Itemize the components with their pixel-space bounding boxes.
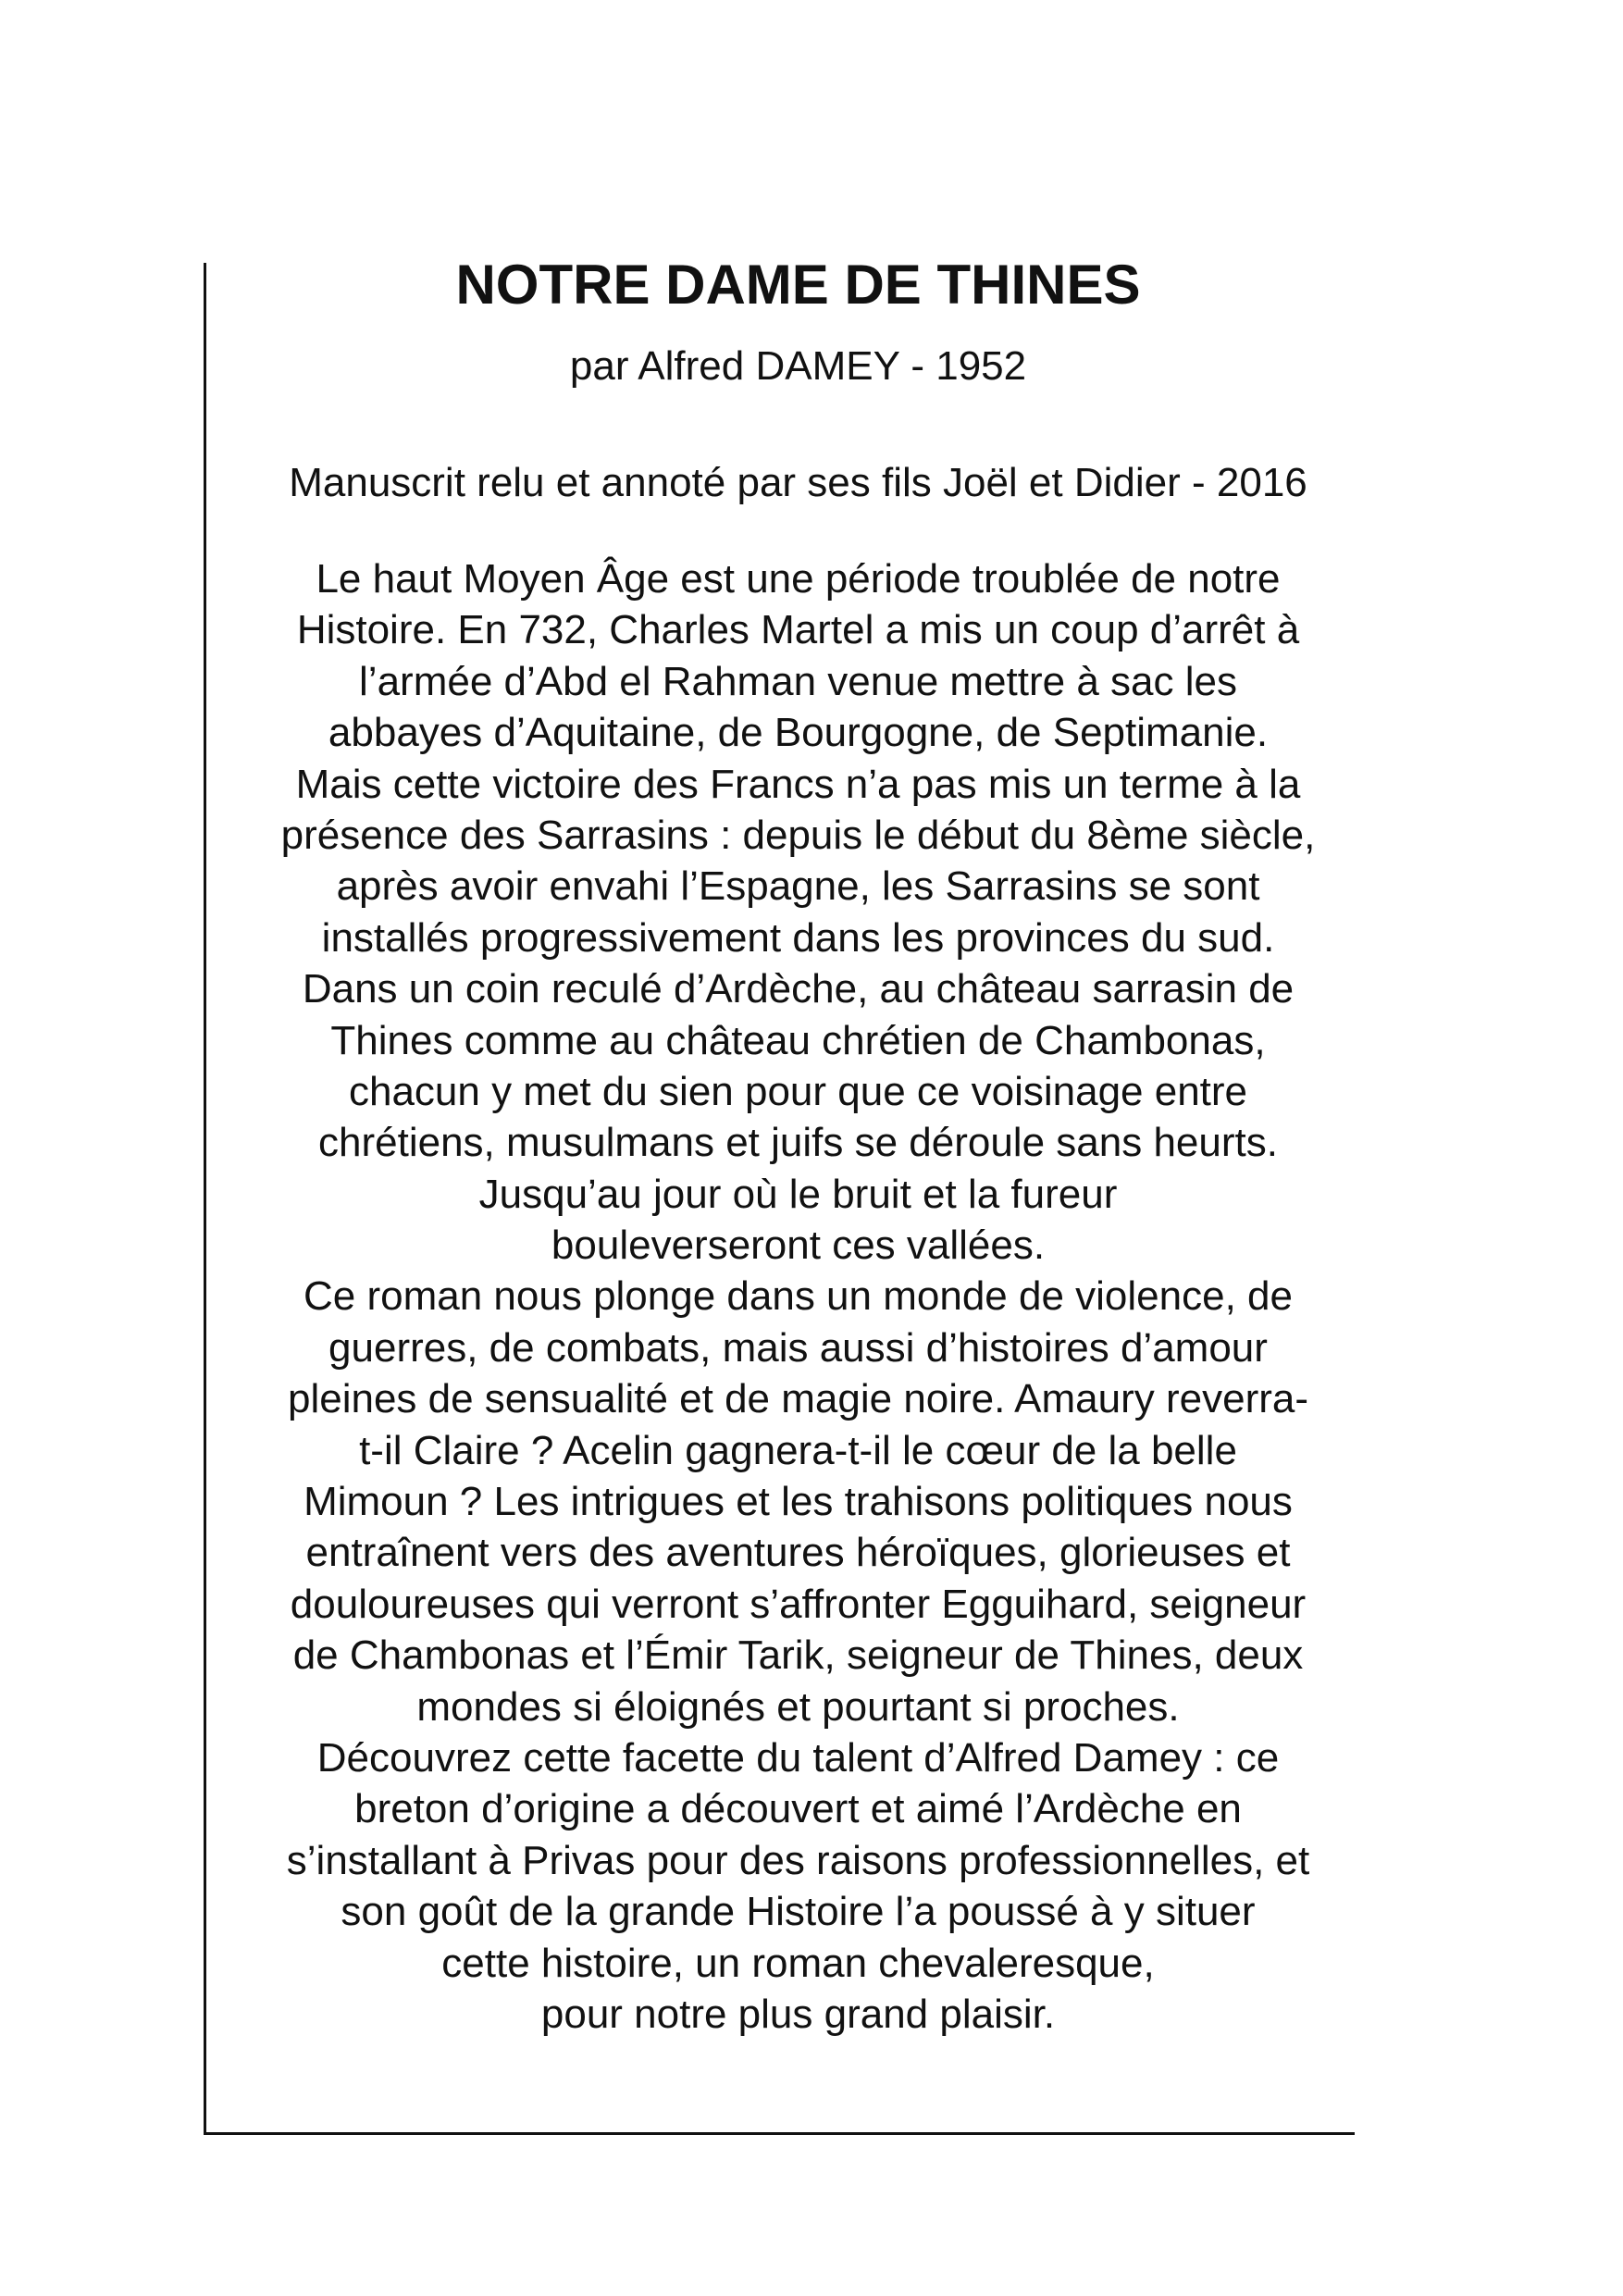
synopsis-line: installés progressivement dans les provinces du sud.	[321, 914, 1275, 961]
synopsis-text	[213, 553, 1383, 2040]
synopsis-line: s’installant à Privas pour des raisons professionnelles, et	[286, 1837, 1310, 1883]
document-title: NOTRE DAME DE THINES	[455, 254, 1141, 316]
synopsis-line: son goût de la grande Histoire l’a poussé à y situer	[341, 1889, 1256, 1935]
synopsis-line: Dans un coin reculé d’Ardèche, au château sarrasin de	[302, 966, 1295, 1012]
synopsis-line: pour notre plus grand plaisir.	[540, 1991, 1056, 2037]
synopsis-line: l’armée d’Abd el Rahman venue mettre à sac les	[359, 658, 1237, 704]
synopsis-line: Ce roman nous plonge dans un monde de violence, de	[304, 1273, 1293, 1320]
synopsis-line: Thines comme au château chrétien de Chambonas,	[330, 1017, 1266, 1063]
synopsis-line: de Chambonas et l’Émir Tarik, seigneur de Thines, deux	[292, 1632, 1304, 1679]
synopsis-line: entraînent vers des aventures héroïques, glorieuses et	[305, 1530, 1291, 1576]
synopsis-line: après avoir envahi l’Espagne, les Sarrasins se sont	[336, 863, 1260, 910]
synopsis-line: Jusqu’au jour où le bruit et la fureur	[478, 1171, 1118, 1217]
synopsis-line: chrétiens, musulmans et juifs se déroule sans heurts.	[318, 1120, 1278, 1166]
synopsis-line: chacun y met du sien pour que ce voisinage entre	[348, 1068, 1248, 1114]
manuscript-note: Manuscrit relu et annoté par ses fils Joël et Didier - 2016	[289, 460, 1307, 505]
synopsis-line: présence des Sarrasins : depuis le début du 8ème siècle,	[280, 812, 1316, 858]
synopsis-line: bouleverseront ces vallées.	[551, 1222, 1046, 1269]
synopsis-line: abbayes d’Aquitaine, de Bourgogne, de Septimanie.	[328, 710, 1269, 756]
synopsis-line: guerres, de combats, mais aussi d’histoires d’amour	[328, 1324, 1268, 1371]
synopsis-line: douloureuses qui verront s’affronter Egguihard, seigneur	[290, 1581, 1307, 1627]
synopsis-line: mondes si éloignés et pourtant si proches.	[416, 1683, 1180, 1730]
author-byline: par Alfred DAMEY - 1952	[569, 343, 1027, 389]
synopsis-line: cette histoire, un roman chevaleresque,	[441, 1940, 1155, 1986]
synopsis-line: Mimoun ? Les intrigues et les trahisons politiques nous	[304, 1479, 1293, 1525]
synopsis-line: Découvrez cette facette du talent d’Alfred Damey : ce	[316, 1734, 1280, 1781]
synopsis-line: Mais cette victoire des Francs n’a pas mis un terme à la	[295, 761, 1301, 807]
synopsis-line: breton d’origine a découvert et aimé l’Ardèche en	[354, 1786, 1242, 1832]
synopsis-line: Histoire. En 732, Charles Martel a mis un coup d’arrêt à	[296, 607, 1300, 653]
left-border-rule	[204, 263, 206, 2134]
bottom-border-rule	[204, 2132, 1355, 2135]
synopsis-line: Le haut Moyen Âge est une période troublée de notre	[316, 556, 1281, 602]
synopsis-line: t-il Claire ? Acelin gagnera-t-il le cœur de la belle	[359, 1427, 1237, 1473]
synopsis-line: pleines de sensualité et de magie noire. Amaury reverra-	[287, 1376, 1309, 1422]
